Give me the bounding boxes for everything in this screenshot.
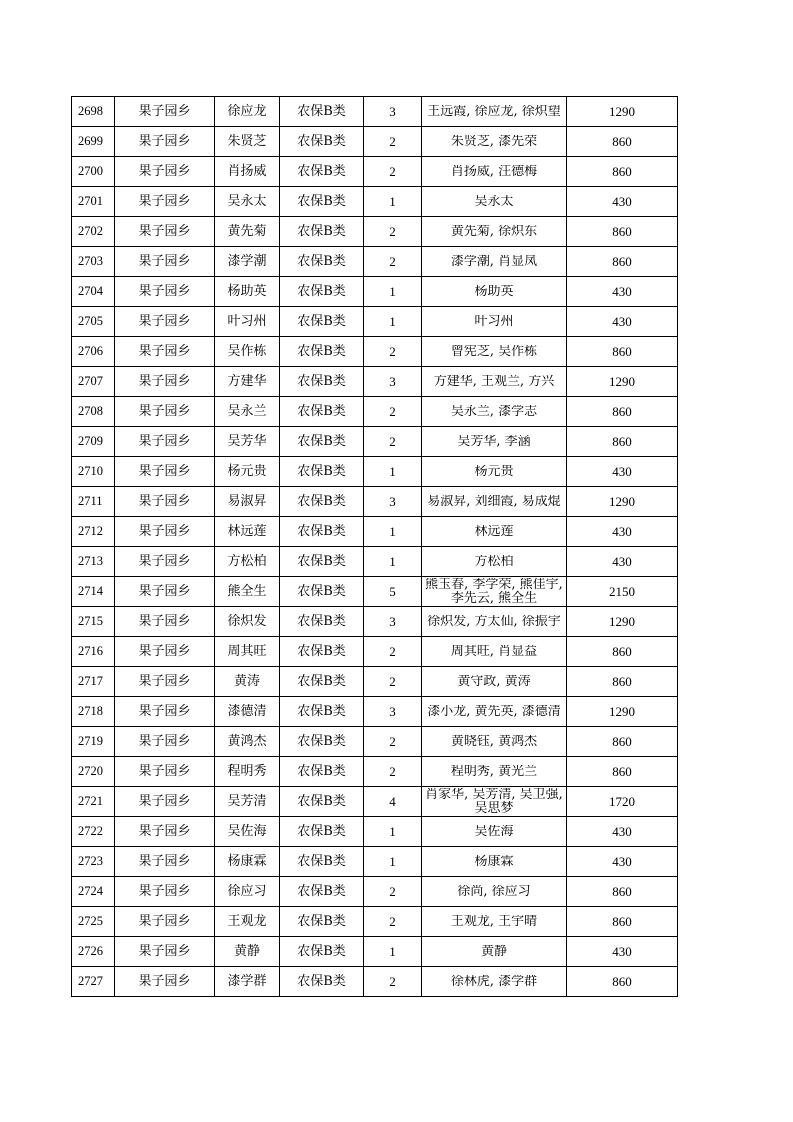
members-cell xyxy=(422,457,567,487)
township-cell: 果子园乡 xyxy=(115,307,215,337)
row-number-cell: 2705 xyxy=(72,307,115,337)
members-cell xyxy=(422,607,567,637)
members-cell xyxy=(422,337,567,367)
members-text: 程明秀, 黄光兰 xyxy=(450,764,538,779)
township-cell: 果子园乡 xyxy=(115,127,215,157)
township-cell: 果子园乡 xyxy=(115,907,215,937)
member-count-cell: 1 xyxy=(364,937,422,967)
member-count-cell: 2 xyxy=(364,907,422,937)
members-cell xyxy=(422,757,567,787)
category-cell: 农保B类 xyxy=(280,457,364,487)
amount-cell: 860 xyxy=(567,247,678,277)
row-number-cell: 2700 xyxy=(72,157,115,187)
members-text: 吴永太 xyxy=(474,194,514,209)
amount-cell: 860 xyxy=(567,427,678,457)
amount-cell: 1290 xyxy=(567,367,678,397)
category-cell: 农保B类 xyxy=(280,217,364,247)
amount-cell: 430 xyxy=(567,817,678,847)
row-number-cell: 2720 xyxy=(72,757,115,787)
category-cell: 农保B类 xyxy=(280,637,364,667)
member-count-cell: 3 xyxy=(364,607,422,637)
members-cell xyxy=(422,877,567,907)
township-cell: 果子园乡 xyxy=(115,727,215,757)
amount-cell: 430 xyxy=(567,847,678,877)
members-text: 杨元贵 xyxy=(474,464,514,479)
table-row xyxy=(72,637,678,667)
table-row xyxy=(72,787,678,817)
members-text: 徐炽发, 方太仙, 徐振宇 xyxy=(427,614,561,629)
member-count-cell: 1 xyxy=(364,817,422,847)
amount-cell: 430 xyxy=(567,307,678,337)
row-number-cell: 2727 xyxy=(72,967,115,997)
members-text: 杨助英 xyxy=(474,284,514,299)
head-name-cell: 徐应龙 xyxy=(215,97,280,127)
member-count-cell: 2 xyxy=(364,757,422,787)
row-number-cell: 2711 xyxy=(72,487,115,517)
head-name-cell: 徐炽发 xyxy=(215,607,280,637)
amount-cell: 430 xyxy=(567,187,678,217)
members-cell xyxy=(422,577,567,607)
amount-cell: 2150 xyxy=(567,577,678,607)
category-cell: 农保B类 xyxy=(280,97,364,127)
members-text: 吴佐海 xyxy=(474,824,514,839)
head-name-cell: 黄鸿杰 xyxy=(215,727,280,757)
table-row xyxy=(72,577,678,607)
row-number-cell: 2707 xyxy=(72,367,115,397)
member-count-cell: 1 xyxy=(364,187,422,217)
members-cell xyxy=(422,547,567,577)
member-count-cell: 2 xyxy=(364,877,422,907)
head-name-cell: 王观龙 xyxy=(215,907,280,937)
township-cell: 果子园乡 xyxy=(115,217,215,247)
member-count-cell: 3 xyxy=(364,367,422,397)
member-count-cell: 1 xyxy=(364,517,422,547)
row-number-cell: 2704 xyxy=(72,277,115,307)
category-cell: 农保B类 xyxy=(280,667,364,697)
roster-table xyxy=(71,96,678,997)
township-cell: 果子园乡 xyxy=(115,967,215,997)
row-number-cell: 2714 xyxy=(72,577,115,607)
members-cell xyxy=(422,427,567,457)
township-cell: 果子园乡 xyxy=(115,157,215,187)
row-number-cell: 2719 xyxy=(72,727,115,757)
head-name-cell: 杨康霖 xyxy=(215,847,280,877)
members-cell xyxy=(422,217,567,247)
category-cell: 农保B类 xyxy=(280,907,364,937)
row-number-cell: 2715 xyxy=(72,607,115,637)
members-text: 方松柏 xyxy=(474,554,514,569)
amount-cell: 860 xyxy=(567,157,678,187)
category-cell: 农保B类 xyxy=(280,487,364,517)
category-cell: 农保B类 xyxy=(280,877,364,907)
category-cell: 农保B类 xyxy=(280,337,364,367)
member-count-cell: 2 xyxy=(364,397,422,427)
head-name-cell: 方建华 xyxy=(215,367,280,397)
table-row xyxy=(72,97,678,127)
member-count-cell: 1 xyxy=(364,457,422,487)
head-name-cell: 漆学潮 xyxy=(215,247,280,277)
amount-cell: 1290 xyxy=(567,97,678,127)
member-count-cell: 1 xyxy=(364,547,422,577)
category-cell: 农保B类 xyxy=(280,277,364,307)
members-cell xyxy=(422,517,567,547)
table-row xyxy=(72,547,678,577)
category-cell: 农保B类 xyxy=(280,787,364,817)
member-count-cell: 2 xyxy=(364,217,422,247)
amount-cell: 430 xyxy=(567,547,678,577)
members-cell xyxy=(422,487,567,517)
members-text: 王远霞, 徐应龙, 徐炽望 xyxy=(427,104,561,119)
row-number-cell: 2724 xyxy=(72,877,115,907)
member-count-cell: 2 xyxy=(364,667,422,697)
row-number-cell: 2706 xyxy=(72,337,115,367)
head-name-cell: 易淑昇 xyxy=(215,487,280,517)
table-row xyxy=(72,967,678,997)
category-cell: 农保B类 xyxy=(280,517,364,547)
amount-cell: 860 xyxy=(567,967,678,997)
row-number-cell: 2710 xyxy=(72,457,115,487)
row-number-cell: 2716 xyxy=(72,637,115,667)
head-name-cell: 方松柏 xyxy=(215,547,280,577)
amount-cell: 860 xyxy=(567,127,678,157)
township-cell: 果子园乡 xyxy=(115,427,215,457)
category-cell: 农保B类 xyxy=(280,547,364,577)
category-cell: 农保B类 xyxy=(280,187,364,217)
amount-cell: 1290 xyxy=(567,697,678,727)
member-count-cell: 2 xyxy=(364,637,422,667)
township-cell: 果子园乡 xyxy=(115,547,215,577)
members-text: 吴永兰, 漆学志 xyxy=(450,404,538,419)
head-name-cell: 吴作栋 xyxy=(215,337,280,367)
table-row xyxy=(72,517,678,547)
table-row xyxy=(72,217,678,247)
member-count-cell: 3 xyxy=(364,697,422,727)
member-count-cell: 2 xyxy=(364,337,422,367)
category-cell: 农保B类 xyxy=(280,967,364,997)
members-text: 徐林虎, 漆学群 xyxy=(450,974,538,989)
head-name-cell: 吴芳清 xyxy=(215,787,280,817)
table-row xyxy=(72,697,678,727)
head-name-cell: 吴永太 xyxy=(215,187,280,217)
members-text: 肖家华, 吴芳清, 吴卫强, 吴思梦 xyxy=(425,788,563,815)
category-cell: 农保B类 xyxy=(280,427,364,457)
members-text: 肖扬威, 汪德梅 xyxy=(450,164,538,179)
township-cell: 果子园乡 xyxy=(115,97,215,127)
row-number-cell: 2726 xyxy=(72,937,115,967)
amount-cell: 1720 xyxy=(567,787,678,817)
members-text: 黄守政, 黄涛 xyxy=(457,674,531,689)
row-number-cell: 2722 xyxy=(72,817,115,847)
table-row xyxy=(72,187,678,217)
member-count-cell: 3 xyxy=(364,97,422,127)
amount-cell: 860 xyxy=(567,727,678,757)
category-cell: 农保B类 xyxy=(280,847,364,877)
table-row xyxy=(72,337,678,367)
row-number-cell: 2713 xyxy=(72,547,115,577)
members-text: 叶习州 xyxy=(474,314,514,329)
members-cell xyxy=(422,907,567,937)
members-cell xyxy=(422,307,567,337)
township-cell: 果子园乡 xyxy=(115,817,215,847)
table-row xyxy=(72,667,678,697)
table-row xyxy=(72,487,678,517)
row-number-cell: 2709 xyxy=(72,427,115,457)
amount-cell: 860 xyxy=(567,877,678,907)
members-text: 林远莲 xyxy=(474,524,514,539)
members-cell xyxy=(422,397,567,427)
row-number-cell: 2699 xyxy=(72,127,115,157)
table-row xyxy=(72,367,678,397)
table-row xyxy=(72,727,678,757)
head-name-cell: 林远莲 xyxy=(215,517,280,547)
members-cell xyxy=(422,787,567,817)
amount-cell: 860 xyxy=(567,907,678,937)
amount-cell: 430 xyxy=(567,277,678,307)
township-cell: 果子园乡 xyxy=(115,607,215,637)
row-number-cell: 2723 xyxy=(72,847,115,877)
table-row xyxy=(72,847,678,877)
township-cell: 果子园乡 xyxy=(115,337,215,367)
table-row xyxy=(72,247,678,277)
table-row xyxy=(72,457,678,487)
row-number-cell: 2717 xyxy=(72,667,115,697)
members-text: 黄晓钰, 黄鸿杰 xyxy=(450,734,538,749)
members-cell xyxy=(422,727,567,757)
members-text: 周其旺, 肖显益 xyxy=(450,644,538,659)
amount-cell: 860 xyxy=(567,397,678,427)
head-name-cell: 叶习州 xyxy=(215,307,280,337)
table-row xyxy=(72,427,678,457)
amount-cell: 860 xyxy=(567,667,678,697)
table-row xyxy=(72,817,678,847)
table-row xyxy=(72,277,678,307)
township-cell: 果子园乡 xyxy=(115,397,215,427)
category-cell: 农保B类 xyxy=(280,127,364,157)
category-cell: 农保B类 xyxy=(280,307,364,337)
township-cell: 果子园乡 xyxy=(115,787,215,817)
table-body xyxy=(72,97,678,997)
category-cell: 农保B类 xyxy=(280,247,364,277)
member-count-cell: 2 xyxy=(364,967,422,997)
amount-cell: 1290 xyxy=(567,607,678,637)
members-cell xyxy=(422,667,567,697)
township-cell: 果子园乡 xyxy=(115,877,215,907)
members-text: 王观龙, 王宇晴 xyxy=(450,914,538,929)
members-cell xyxy=(422,247,567,277)
members-text: 方建华, 王观兰, 方兴 xyxy=(433,374,555,389)
amount-cell: 860 xyxy=(567,637,678,667)
township-cell: 果子园乡 xyxy=(115,487,215,517)
members-cell xyxy=(422,637,567,667)
category-cell: 农保B类 xyxy=(280,727,364,757)
amount-cell: 430 xyxy=(567,517,678,547)
head-name-cell: 杨助英 xyxy=(215,277,280,307)
members-text: 熊玉春, 李学荣, 熊佳宇, 李先云, 熊全生 xyxy=(425,578,563,605)
members-text: 漆小龙, 黄先英, 漆德清 xyxy=(427,704,561,719)
row-number-cell: 2712 xyxy=(72,517,115,547)
table-row xyxy=(72,607,678,637)
head-name-cell: 周其旺 xyxy=(215,637,280,667)
members-cell xyxy=(422,817,567,847)
members-text: 杨康霖 xyxy=(474,854,514,869)
row-number-cell: 2703 xyxy=(72,247,115,277)
table-row xyxy=(72,157,678,187)
township-cell: 果子园乡 xyxy=(115,457,215,487)
member-count-cell: 4 xyxy=(364,787,422,817)
members-text: 漆学潮, 肖显凤 xyxy=(450,254,538,269)
category-cell: 农保B类 xyxy=(280,697,364,727)
head-name-cell: 肖扬威 xyxy=(215,157,280,187)
category-cell: 农保B类 xyxy=(280,757,364,787)
township-cell: 果子园乡 xyxy=(115,697,215,727)
township-cell: 果子园乡 xyxy=(115,367,215,397)
members-cell xyxy=(422,967,567,997)
amount-cell: 860 xyxy=(567,337,678,367)
township-cell: 果子园乡 xyxy=(115,637,215,667)
member-count-cell: 2 xyxy=(364,427,422,457)
member-count-cell: 3 xyxy=(364,487,422,517)
table-row xyxy=(72,907,678,937)
township-cell: 果子园乡 xyxy=(115,187,215,217)
members-text: 吴芳华, 李涵 xyxy=(457,434,531,449)
amount-cell: 1290 xyxy=(567,487,678,517)
head-name-cell: 吴永兰 xyxy=(215,397,280,427)
row-number-cell: 2718 xyxy=(72,697,115,727)
category-cell: 农保B类 xyxy=(280,817,364,847)
member-count-cell: 1 xyxy=(364,277,422,307)
table-row xyxy=(72,937,678,967)
head-name-cell: 黄先菊 xyxy=(215,217,280,247)
table-row xyxy=(72,127,678,157)
table-row xyxy=(72,397,678,427)
members-cell xyxy=(422,697,567,727)
head-name-cell: 黄静 xyxy=(215,937,280,967)
members-text: 易淑昇, 刘细霞, 易成焜 xyxy=(427,494,561,509)
head-name-cell: 杨元贵 xyxy=(215,457,280,487)
township-cell: 果子园乡 xyxy=(115,577,215,607)
members-cell xyxy=(422,157,567,187)
category-cell: 农保B类 xyxy=(280,577,364,607)
table-row xyxy=(72,307,678,337)
township-cell: 果子园乡 xyxy=(115,847,215,877)
table-row xyxy=(72,877,678,907)
member-count-cell: 1 xyxy=(364,307,422,337)
row-number-cell: 2701 xyxy=(72,187,115,217)
head-name-cell: 漆学群 xyxy=(215,967,280,997)
head-name-cell: 徐应习 xyxy=(215,877,280,907)
members-text: 徐尚, 徐应习 xyxy=(457,884,531,899)
members-cell xyxy=(422,937,567,967)
amount-cell: 860 xyxy=(567,757,678,787)
row-number-cell: 2708 xyxy=(72,397,115,427)
amount-cell: 860 xyxy=(567,217,678,247)
members-text: 黄先菊, 徐炽东 xyxy=(450,224,538,239)
head-name-cell: 朱贤芝 xyxy=(215,127,280,157)
township-cell: 果子园乡 xyxy=(115,247,215,277)
row-number-cell: 2698 xyxy=(72,97,115,127)
category-cell: 农保B类 xyxy=(280,397,364,427)
members-cell xyxy=(422,127,567,157)
category-cell: 农保B类 xyxy=(280,157,364,187)
member-count-cell: 2 xyxy=(364,247,422,277)
members-cell xyxy=(422,277,567,307)
row-number-cell: 2725 xyxy=(72,907,115,937)
category-cell: 农保B类 xyxy=(280,937,364,967)
member-count-cell: 2 xyxy=(364,727,422,757)
head-name-cell: 程明秀 xyxy=(215,757,280,787)
members-text: 黄静 xyxy=(480,944,507,959)
category-cell: 农保B类 xyxy=(280,367,364,397)
members-cell xyxy=(422,847,567,877)
member-count-cell: 2 xyxy=(364,157,422,187)
township-cell: 果子园乡 xyxy=(115,667,215,697)
row-number-cell: 2702 xyxy=(72,217,115,247)
amount-cell: 430 xyxy=(567,457,678,487)
member-count-cell: 1 xyxy=(364,847,422,877)
table-row xyxy=(72,757,678,787)
member-count-cell: 2 xyxy=(364,127,422,157)
head-name-cell: 吴芳华 xyxy=(215,427,280,457)
amount-cell: 430 xyxy=(567,937,678,967)
members-text: 曾宪芝, 吴作栋 xyxy=(450,344,538,359)
row-number-cell: 2721 xyxy=(72,787,115,817)
township-cell: 果子园乡 xyxy=(115,277,215,307)
members-text: 朱贤芝, 漆先荣 xyxy=(450,134,538,149)
members-cell xyxy=(422,187,567,217)
township-cell: 果子园乡 xyxy=(115,937,215,967)
member-count-cell: 5 xyxy=(364,577,422,607)
members-cell xyxy=(422,97,567,127)
township-cell: 果子园乡 xyxy=(115,517,215,547)
head-name-cell: 漆德清 xyxy=(215,697,280,727)
category-cell: 农保B类 xyxy=(280,607,364,637)
head-name-cell: 吴佐海 xyxy=(215,817,280,847)
township-cell: 果子园乡 xyxy=(115,757,215,787)
head-name-cell: 黄涛 xyxy=(215,667,280,697)
members-cell xyxy=(422,367,567,397)
head-name-cell: 熊全生 xyxy=(215,577,280,607)
